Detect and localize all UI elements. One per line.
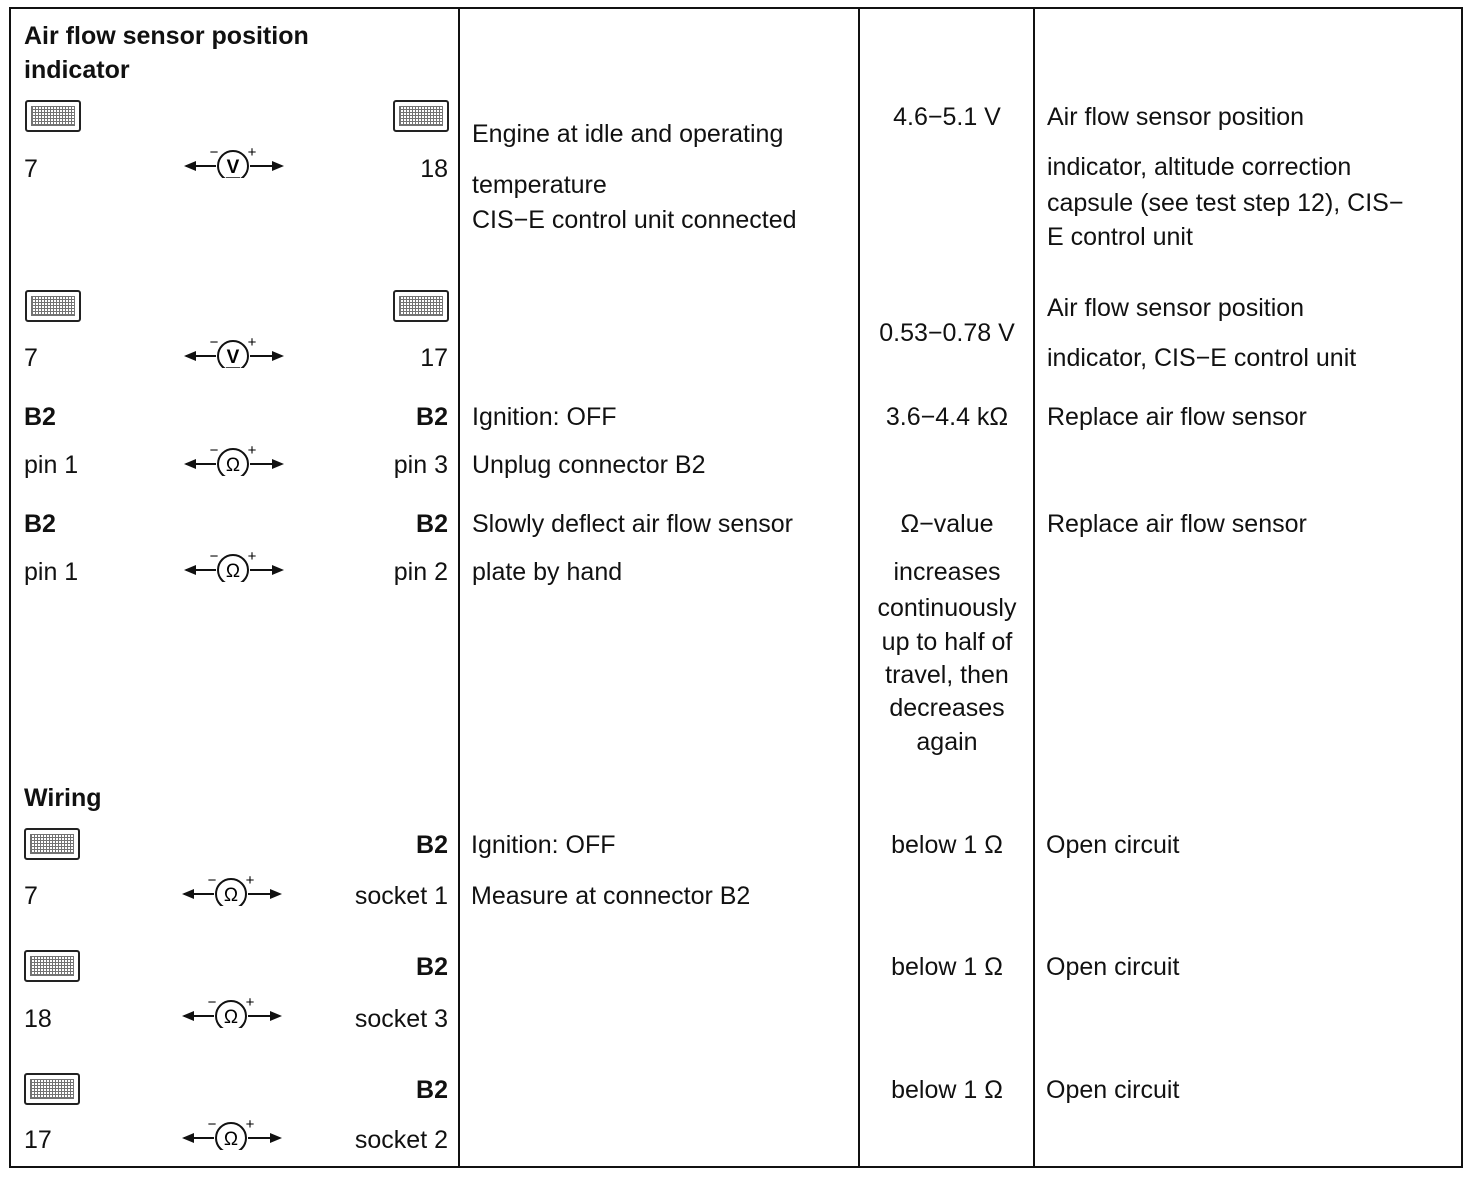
component-label: B2 (416, 403, 448, 431)
meter-symbol: Ω (223, 1007, 239, 1028)
nominal-value: continuously (877, 594, 1017, 622)
control-unit-connector-icon (24, 950, 80, 982)
minus-label: − (209, 148, 219, 161)
from-terminal: 7 (24, 344, 38, 372)
control-unit-connector-icon (25, 100, 81, 132)
meter-symbol: V (226, 347, 240, 368)
meter-symbol: V (226, 157, 240, 178)
section-title: Air flow sensor position (24, 22, 309, 50)
nominal-value: 0.53−0.78 V (879, 319, 1015, 347)
control-unit-connector-icon (24, 1073, 80, 1105)
minus-label: − (209, 446, 219, 459)
test-condition: Unplug connector B2 (472, 451, 706, 479)
meter-symbol: Ω (223, 885, 239, 906)
minus-label: − (207, 1120, 217, 1133)
from-terminal: 18 (24, 1005, 52, 1033)
ohmmeter-icon (184, 552, 284, 582)
control-unit-connector-icon (393, 100, 449, 132)
nominal-value: below 1 Ω (891, 831, 1003, 859)
to-terminal: 17 (420, 344, 448, 372)
remedy: Air flow sensor position (1047, 294, 1305, 322)
remedy: indicator, altitude correction (1047, 153, 1352, 181)
to-terminal: 18 (420, 155, 448, 183)
component-label: B2 (24, 510, 56, 538)
component-label: B2 (416, 831, 448, 859)
remedy: capsule (see test step 12), CIS− (1047, 189, 1404, 217)
nominal-value: travel, then (885, 661, 1009, 689)
nominal-value: Ω−value (900, 510, 994, 538)
test-condition: temperature (472, 171, 607, 199)
plus-label: + (245, 876, 255, 889)
voltmeter-icon (184, 338, 284, 368)
component-label: B2 (24, 403, 56, 431)
test-condition: Ignition: OFF (472, 403, 617, 431)
remedy: indicator, CIS−E control unit (1047, 344, 1357, 372)
column-divider (1033, 7, 1035, 1168)
minus-label: − (209, 338, 219, 351)
control-unit-connector-icon (393, 290, 449, 322)
section-title: Wiring (24, 784, 102, 812)
nominal-value: below 1 Ω (891, 953, 1003, 981)
voltmeter-icon (184, 148, 284, 178)
remedy: Open circuit (1046, 953, 1180, 981)
ohmmeter-icon (182, 876, 282, 906)
nominal-value: 4.6−5.1 V (893, 103, 1001, 131)
nominal-value: increases (893, 558, 1001, 586)
component-label: B2 (416, 510, 448, 538)
control-unit-connector-icon (24, 828, 80, 860)
to-terminal: pin 2 (393, 558, 448, 586)
meter-symbol: Ω (223, 1129, 239, 1150)
minus-label: − (207, 876, 217, 889)
to-terminal: socket 1 (354, 882, 448, 910)
test-condition: Measure at connector B2 (471, 882, 751, 910)
control-unit-connector-icon (25, 290, 81, 322)
component-label: B2 (416, 953, 448, 981)
test-condition: plate by hand (472, 558, 623, 586)
meter-symbol: Ω (225, 455, 241, 476)
test-condition: Engine at idle and operating (472, 120, 784, 148)
plus-label: + (247, 148, 257, 161)
ohmmeter-icon (184, 446, 284, 476)
from-terminal: pin 1 (24, 558, 79, 586)
to-terminal: pin 3 (393, 451, 448, 479)
nominal-value: below 1 Ω (891, 1076, 1003, 1104)
remedy: Replace air flow sensor (1047, 510, 1307, 538)
nominal-value: 3.6−4.4 kΩ (885, 403, 1009, 431)
component-label: B2 (416, 1076, 448, 1104)
nominal-value: decreases (889, 694, 1005, 722)
remedy: E control unit (1047, 223, 1193, 251)
to-terminal: socket 3 (354, 1005, 448, 1033)
column-divider (458, 7, 460, 1168)
test-condition: Slowly deflect air flow sensor (472, 510, 793, 538)
remedy: Air flow sensor position (1047, 103, 1305, 131)
remedy: Replace air flow sensor (1047, 403, 1307, 431)
plus-label: + (245, 998, 255, 1011)
ohmmeter-icon (182, 1120, 282, 1150)
section-title-continued: indicator (24, 56, 130, 84)
column-divider (858, 7, 860, 1168)
meter-symbol: Ω (225, 561, 241, 582)
nominal-value: again (916, 728, 978, 756)
plus-label: + (245, 1120, 255, 1133)
from-terminal: 17 (24, 1126, 52, 1154)
test-condition: Ignition: OFF (471, 831, 616, 859)
remedy: Open circuit (1046, 1076, 1180, 1104)
from-terminal: pin 1 (24, 451, 79, 479)
test-condition: CIS−E control unit connected (472, 206, 797, 234)
test-table (9, 7, 1463, 1168)
from-terminal: 7 (24, 155, 38, 183)
plus-label: + (247, 446, 257, 459)
to-terminal: socket 2 (354, 1126, 448, 1154)
plus-label: + (247, 552, 257, 565)
nominal-value: up to half of (881, 628, 1013, 656)
plus-label: + (247, 338, 257, 351)
minus-label: − (209, 552, 219, 565)
remedy: Open circuit (1046, 831, 1180, 859)
ohmmeter-icon (182, 998, 282, 1028)
minus-label: − (207, 998, 217, 1011)
from-terminal: 7 (24, 882, 38, 910)
